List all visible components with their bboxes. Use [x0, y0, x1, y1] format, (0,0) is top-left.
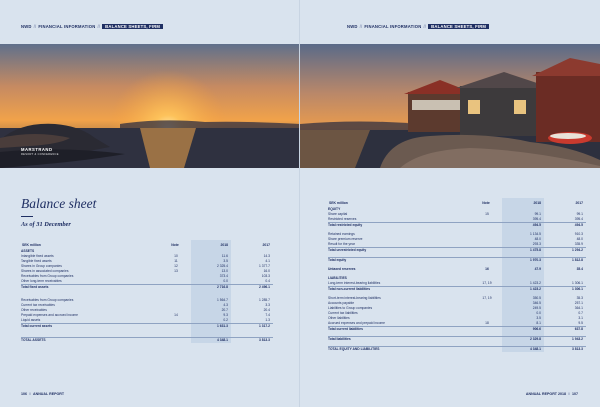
row-label: ASSETS: [21, 249, 35, 253]
row-value-2017: 910.3: [574, 232, 583, 236]
row-note: 12: [174, 264, 178, 268]
brand-logo: MARSTRAND RESORT & CONFERENCE: [21, 147, 59, 156]
row-label: Short-term interest-bearing liabilities: [328, 296, 381, 300]
row-value-2017: 1 294.2: [544, 248, 586, 254]
row-value-2018: 1 423.2: [502, 287, 544, 293]
row-value-2017: 1 943.2: [544, 337, 586, 343]
row-value-2017: 494.5: [544, 223, 586, 229]
row-value-2018: 9.3: [191, 313, 231, 318]
row-value-2017: 1.3: [265, 318, 270, 322]
row-value-2017: 103.3: [261, 274, 270, 278]
row-value-2018: 906.6: [502, 327, 544, 333]
running-header: NWD // FINANCIAL INFORMATION // BALANCE SHEETS, FIRM: [21, 24, 163, 29]
row-value-2017: 9.5: [578, 321, 583, 325]
row-note: [472, 347, 502, 353]
row-label: Retained earnings: [328, 232, 355, 236]
wave-edge: [300, 34, 600, 44]
row-label: Other receivables: [21, 308, 47, 312]
row-value-2018: 249.5: [502, 306, 544, 311]
total-assets-row: [21, 338, 273, 344]
row-label: Total restricted equity: [328, 223, 472, 229]
running-header: NWD // FINANCIAL INFORMATION // BALANCE SHEETS, FIRM: [347, 24, 489, 29]
row-value-2018: 11.6: [191, 254, 231, 259]
row-value-2018: 494.5: [502, 223, 544, 229]
row-value-2017: 1 377.7: [259, 264, 270, 268]
row-value-2018: 2 716.8: [191, 285, 231, 291]
header-subsection: FINANCIAL INFORMATION: [38, 24, 96, 29]
row-value-2017: 1 812.8: [544, 258, 586, 264]
header-highlight: BALANCE SHEETS, FIRM: [428, 24, 489, 29]
header-section: NWD: [347, 24, 358, 29]
row-value-2018: 293.3: [502, 242, 544, 248]
col-year-2017: 2017: [575, 200, 583, 205]
row-value-2018: 4 348.1: [502, 347, 544, 353]
harbour-photo: [300, 42, 600, 168]
row-value-2018: 0.2: [191, 318, 231, 324]
col-note: Note: [171, 242, 179, 247]
row-value-2017: 20.4: [263, 308, 270, 312]
row-value-2017: 35.4: [576, 267, 583, 271]
total-assets-2017: 3 813.3: [231, 338, 273, 344]
row-value-2018: 2 329.8: [502, 337, 544, 343]
row-value-2017: 4.1: [265, 259, 270, 263]
row-value-2017: 257.1: [574, 301, 583, 305]
row-value-2018: 350.5: [502, 296, 544, 301]
row-value-2017: 395.4: [574, 217, 583, 221]
page-title: Balance sheet: [21, 196, 97, 211]
row-label: Prepaid expenses and accrued income: [21, 313, 78, 317]
row-value-2017: 1 306.1: [544, 287, 586, 293]
row-value-2017: 637.8: [544, 327, 586, 333]
row-value-2017: 1 317.2: [231, 324, 273, 330]
page-subtitle: As of 31 December: [21, 221, 71, 228]
header-section: NWD: [21, 24, 32, 29]
row-value-2018: 4.3: [191, 303, 231, 308]
equity-header-row: [328, 198, 586, 207]
row-label: Total unrestricted equity: [328, 248, 472, 254]
row-label: Current tax receivables: [21, 303, 55, 307]
page-number-left: 106: [21, 392, 27, 396]
row-value-2018: 20.7: [191, 308, 231, 313]
row-value-2018: 346.5: [502, 301, 544, 306]
row-value-2017: 48.0: [576, 237, 583, 241]
col-label: SEK million: [22, 242, 41, 247]
col-year-2017: 2017: [262, 242, 270, 247]
row-value-2018: 2 325.4: [191, 264, 231, 269]
page-number-right: 107: [572, 392, 578, 396]
row-note: 13: [174, 269, 178, 273]
col-note: Note: [482, 200, 490, 205]
row-note: 17, 19: [482, 281, 492, 285]
col-label: SEK million: [329, 200, 348, 205]
row-label: Untaxed reserves: [328, 267, 356, 271]
header-highlight: BALANCE SHEETS, FIRM: [102, 24, 163, 29]
row-note: 11: [174, 259, 178, 263]
footer-left: 106 // ANNUAL REPORT: [21, 392, 65, 396]
row-value-2017: 35.3: [576, 296, 583, 300]
row-label: Shares in Group companies: [21, 264, 62, 268]
row-value-2018: 99.1: [502, 212, 544, 217]
row-value-2018: 1 970.3: [502, 258, 544, 264]
row-value-2018: 395.4: [502, 217, 544, 223]
row-label: Total equity: [328, 258, 472, 264]
row-label: Liabilities to Group companies: [328, 306, 373, 310]
row-value-2018: 13.0: [191, 269, 231, 274]
row-value-2018: 1 134.5: [502, 232, 544, 237]
row-label: Total non-current liabilities: [328, 287, 472, 293]
row-value-2017: 364.1: [574, 306, 583, 310]
row-label: Restricted reserves: [328, 217, 357, 221]
row-value-2017: 3.3: [265, 303, 270, 307]
total-assets-2018: 4 348.1: [191, 338, 231, 344]
row-label: Total fixed assets: [21, 285, 161, 291]
row-value-2018: 1 631.3: [191, 324, 231, 330]
footer-right: ANNUAL REPORT 2018 // 107: [525, 392, 578, 396]
row-label: LIABILITIES: [328, 276, 347, 280]
row-note: 18: [485, 321, 489, 325]
row-label: Receivables from Group companies: [21, 298, 74, 302]
title-rule: [21, 216, 33, 217]
row-label: Accounts payable: [328, 301, 355, 305]
row-value-2017: 99.1: [576, 212, 583, 216]
row-note: 10: [174, 254, 178, 258]
equity-liabilities-table: [328, 198, 586, 352]
row-value-2018: 1 475.8: [502, 248, 544, 254]
row-value-2017: 3.1: [578, 316, 583, 320]
row-label: Current tax liabilities: [328, 311, 358, 315]
row-value-2018: 3.5: [502, 316, 544, 321]
row-value-2018: 373.4: [191, 274, 231, 279]
row-value-2018: 48.0: [502, 237, 544, 242]
right-page: [300, 0, 600, 407]
row-label: Result for the year: [328, 242, 355, 246]
row-label: Long-term interest-bearing liabilities: [328, 281, 381, 285]
row-label: Share premium reserve: [328, 237, 363, 241]
row-label: TOTAL EQUITY AND LIABILITIES: [328, 347, 472, 353]
row-label: Other long-term receivables: [21, 279, 62, 283]
row-value-2018: 47.9: [502, 267, 544, 272]
row-value-2017: 335.9: [574, 242, 583, 246]
wave-edge: [0, 34, 300, 44]
row-value-2018: 8.1: [502, 321, 544, 327]
row-value-2018: 1 423.2: [502, 281, 544, 287]
row-label: Receivables from Group companies: [21, 274, 74, 278]
row-value-2018: 3.5: [191, 259, 231, 264]
row-label: Total current assets: [21, 324, 161, 330]
row-label: Liquid assets: [21, 318, 41, 322]
assets-header-row: [21, 240, 273, 249]
header-subsection: FINANCIAL INFORMATION: [364, 24, 422, 29]
row-note: 17, 19: [482, 296, 492, 300]
row-value-2017: 1 306.1: [572, 281, 583, 285]
row-value-2017: 7.4: [265, 313, 270, 317]
row-note: 15: [485, 212, 489, 216]
row-value-2017: 0.4: [265, 279, 270, 283]
row-label: Tangible fixed assets: [21, 259, 52, 263]
row-label: Shares in associated companies: [21, 269, 69, 273]
row-value-2018: 0.0: [502, 311, 544, 316]
row-label: Accrued expenses and prepaid income: [328, 321, 385, 325]
row-value-2017: 0.7: [578, 311, 583, 315]
row-label: Total liabilities: [328, 337, 472, 343]
row-value-2017: 16.0: [263, 269, 270, 273]
col-year-2018: 2018: [191, 240, 231, 249]
total-assets-label: TOTAL ASSETS: [21, 338, 161, 344]
row-value-2017: 2 496.1: [231, 285, 273, 291]
footer-label-left: ANNUAL REPORT: [33, 392, 65, 396]
row-label: Total current liabilities: [328, 327, 472, 333]
row-value-2018: 0.0: [191, 279, 231, 285]
row-note: 16: [485, 267, 489, 271]
table-row: [328, 347, 586, 353]
assets-table: [21, 240, 273, 343]
row-value-2017: 14.3: [263, 254, 270, 258]
row-label: EQUITY: [328, 207, 341, 211]
row-label: Share capital: [328, 212, 348, 216]
footer-label-right: ANNUAL REPORT 2018: [525, 392, 566, 396]
col-year-2018: 2018: [502, 198, 544, 207]
row-note: 14: [174, 313, 178, 317]
row-value-2017: 1 285.7: [259, 298, 270, 302]
row-value-2017: 3 813.3: [544, 347, 586, 353]
row-value-2018: 1 564.7: [191, 298, 231, 303]
row-label: Other liabilities: [328, 316, 350, 320]
row-label: Intangible fixed assets: [21, 254, 54, 258]
